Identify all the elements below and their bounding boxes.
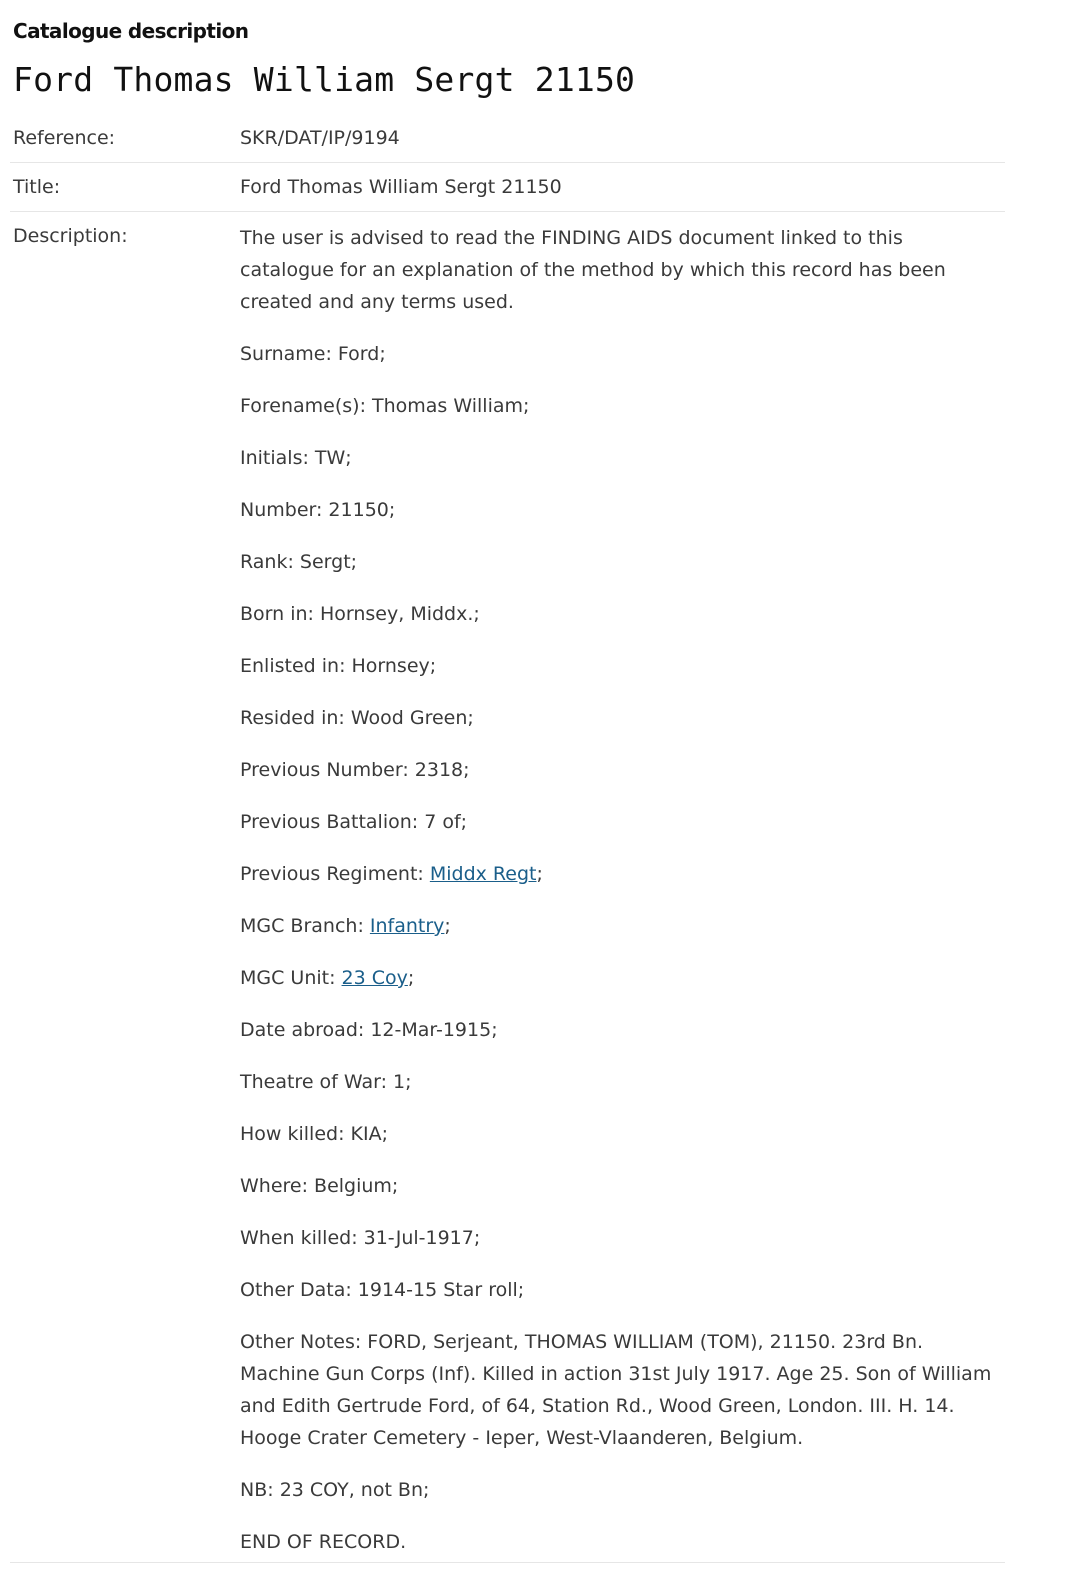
nb-field: NB: 23 COY, not Bn; bbox=[240, 1479, 430, 1501]
where-field: Where: Belgium; bbox=[240, 1175, 399, 1197]
enlisted-in-field: Enlisted in: Hornsey; bbox=[240, 655, 437, 677]
description-value bbox=[240, 212, 1005, 1569]
title-row bbox=[10, 163, 1005, 212]
reference-value: SKR/DAT/IP/9194 bbox=[240, 127, 400, 149]
infantry-link[interactable]: Infantry bbox=[369, 915, 445, 937]
mgc-unit-suffix: ; bbox=[407, 967, 415, 989]
previous-regiment-prefix: Previous Regiment: bbox=[240, 863, 430, 885]
when-killed-field: When killed: 31-Jul-1917; bbox=[240, 1227, 481, 1249]
section-label: Catalogue description bbox=[13, 19, 249, 43]
catalogue-table bbox=[10, 114, 1005, 1568]
surname-field: Surname: Ford; bbox=[240, 343, 386, 365]
mgc-unit-field bbox=[240, 962, 1005, 994]
other-data-field: Other Data: 1914-15 Star roll; bbox=[240, 1279, 525, 1301]
mgc-branch-field bbox=[240, 910, 1005, 942]
number-field: Number: 21150; bbox=[240, 499, 396, 521]
description-label: Description: bbox=[13, 225, 128, 247]
record-title: Ford Thomas William Sergt 21150 bbox=[13, 60, 636, 99]
bottom-divider bbox=[10, 1562, 1005, 1563]
end-of-record: END OF RECORD. bbox=[240, 1531, 407, 1553]
middx-regt-link[interactable]: Middx Regt bbox=[429, 863, 537, 885]
mgc-branch-suffix: ; bbox=[444, 915, 451, 937]
title-value: Ford Thomas William Sergt 21150 bbox=[240, 176, 562, 198]
description-row bbox=[10, 212, 1005, 1569]
mgc-unit-prefix: MGC Unit: bbox=[240, 967, 342, 989]
how-killed-field: How killed: KIA; bbox=[240, 1123, 388, 1145]
reference-row bbox=[10, 114, 1005, 163]
date-abroad-field: Date abroad: 12-Mar-1915; bbox=[240, 1019, 498, 1041]
mgc-branch-prefix: MGC Branch: bbox=[240, 915, 370, 937]
forenames-field: Forename(s): Thomas William; bbox=[240, 395, 530, 417]
title-label: Title: bbox=[13, 176, 61, 198]
previous-regiment-field bbox=[240, 858, 1005, 890]
23-coy-link[interactable]: 23 Coy bbox=[341, 967, 408, 989]
initials-field: Initials: TW; bbox=[240, 447, 352, 469]
reference-label: Reference: bbox=[13, 127, 116, 149]
rank-field: Rank: Sergt; bbox=[240, 551, 358, 573]
previous-battalion-field: Previous Battalion: 7 of; bbox=[240, 811, 468, 833]
resided-in-field: Resided in: Wood Green; bbox=[240, 707, 474, 729]
other-notes-field: Other Notes: FORD, Serjeant, THOMAS WILLIAM (TOM), 21150. 23rd Bn. Machine Gun Corps (Inf). Killed in action 31st July 1917. Age 25. Son of William and Edith Gertrude Ford, of 64, Station Rd., Wood Green, London. III. H. 14. Hooge Crater Cemetery - Ieper, West-Vlaanderen, Belgium. bbox=[240, 1331, 992, 1449]
previous-regiment-suffix: ; bbox=[536, 863, 543, 885]
description-intro: The user is advised to read the FINDING AIDS document linked to this catalogue for an explanation of the method by which this record has been created and any terms used. bbox=[240, 227, 946, 313]
previous-number-field: Previous Number: 2318; bbox=[240, 759, 470, 781]
born-in-field: Born in: Hornsey, Middx.; bbox=[240, 603, 480, 625]
theatre-of-war-field: Theatre of War: 1; bbox=[240, 1071, 412, 1093]
